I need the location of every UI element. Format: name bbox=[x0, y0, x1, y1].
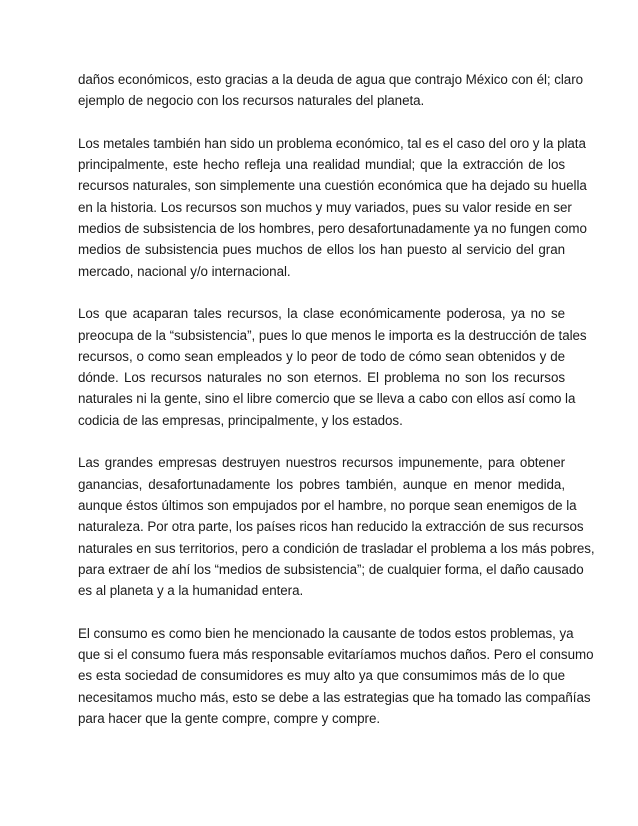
text-line: daños económicos, esto gracias a la deuda de agua que contrajo México con él; claro bbox=[78, 72, 584, 87]
text-line: ejemplo de negocio con los recursos naturales del planeta. bbox=[78, 93, 425, 109]
text-line: naturales ni la gente, sino el libre comercio que se lleva a cabo con ellos así como la bbox=[78, 391, 576, 407]
paragraph-5 bbox=[78, 623, 594, 729]
text-line: El consumo es como bien he mencionado la causante de todos estos problemas, ya bbox=[78, 625, 574, 641]
text-line: mercado, nacional y/o internacional. bbox=[78, 263, 291, 279]
text-line: principalmente, este hecho refleja una realidad mundial; que la extracción de los bbox=[78, 157, 565, 173]
document-body bbox=[78, 69, 595, 751]
text-line: naturaleza. Por otra parte, los países ricos han reducido la extracción de sus recursos bbox=[78, 519, 584, 535]
text-line: naturales en sus territorios, pero a condición de trasladar el problema a los más pobres, bbox=[78, 540, 595, 556]
text-line: ganancias, desafortunadamente los pobres también, aunque en menor medida, bbox=[78, 476, 565, 492]
text-line: recursos, o como sean empleados y lo peor de todo de cómo sean obtenidos y de bbox=[78, 348, 565, 364]
text-line: aunque éstos últimos son empujados por el hambre, no porque sean enemigos de la bbox=[78, 497, 577, 513]
paragraph-4 bbox=[78, 452, 595, 601]
paragraph-1 bbox=[78, 69, 584, 112]
text-line: es al planeta y a la humanidad entera. bbox=[78, 583, 304, 599]
text-line: que si el consumo fuera más responsable evitaríamos muchos daños. Pero el consumo bbox=[78, 647, 594, 663]
text-line: medios de subsistencia pues muchos de ellos los han puesto al servicio del gran bbox=[78, 242, 565, 258]
paragraph-3 bbox=[78, 303, 587, 431]
text-line: preocupa de la “subsistencia”, pues lo que menos le importa es la destrucción de tales bbox=[78, 327, 587, 343]
text-line: dónde. Los recursos naturales no son eternos. El problema no son los recursos bbox=[78, 370, 565, 386]
text-line: en la historia. Los recursos son muchos y muy variados, pues su valor reside en ser bbox=[78, 199, 572, 215]
text-line: para hacer que la gente compre, compre y compre. bbox=[78, 710, 381, 726]
text-line: codicia de las empresas, principalmente, y los estados. bbox=[78, 412, 403, 428]
text-line: recursos naturales, son simplemente una cuestión económica que ha dejado su huella bbox=[78, 178, 587, 194]
text-line: para extraer de ahí los “medios de subsistencia”; de cualquier forma, el daño causado bbox=[78, 561, 584, 577]
text-line: Los que acaparan tales recursos, la clase económicamente poderosa, ya no se bbox=[78, 306, 565, 322]
text-line: necesitamos mucho más, esto se debe a las estrategias que ha tomado las compañías bbox=[78, 689, 591, 705]
text-line: Las grandes empresas destruyen nuestros recursos impunemente, para obtener bbox=[78, 455, 565, 471]
text-line: medios de subsistencia de los hombres, pero desafortunadamente ya no fungen como bbox=[78, 221, 587, 237]
text-line: es esta sociedad de consumidores es muy alto ya que consumimos más de lo que bbox=[78, 668, 565, 684]
paragraph-2 bbox=[78, 133, 587, 282]
text-line: Los metales también han sido un problema económico, tal es el caso del oro y la plata bbox=[78, 135, 586, 151]
